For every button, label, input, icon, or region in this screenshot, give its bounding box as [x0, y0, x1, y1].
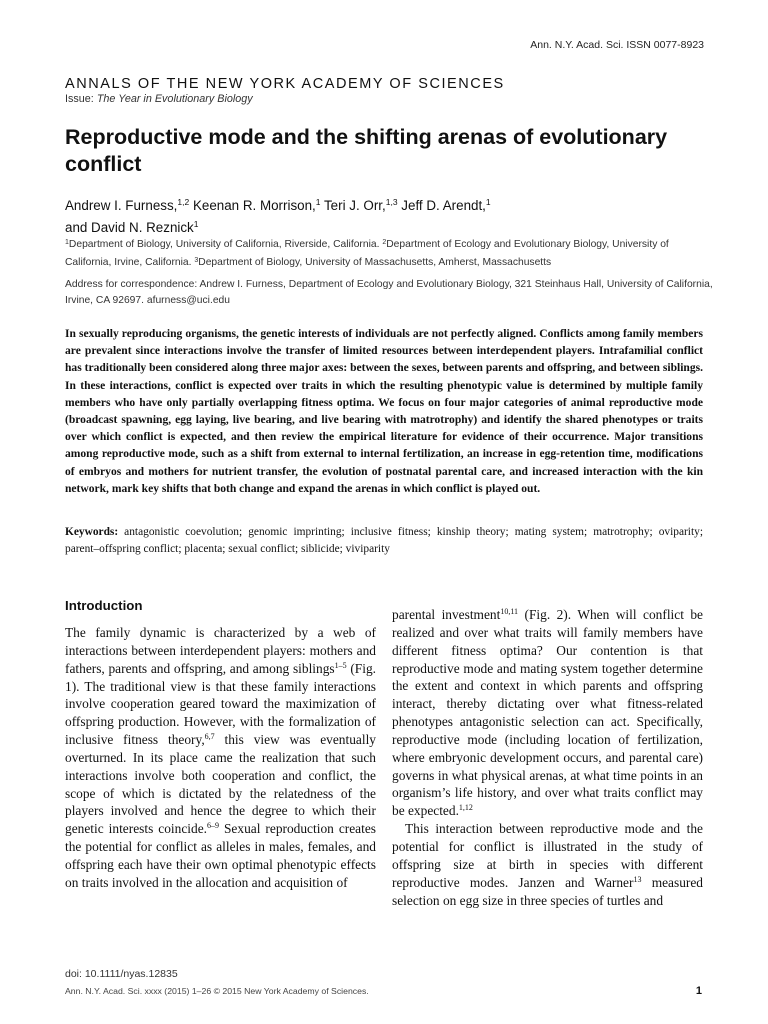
keywords-list: antagonistic coevolution; genomic imprinting; inclusive fitness; kinship theory; mating system; matrotrophy; oviparity; parent–offspring conflict; placenta; sexual conflict; siblicide; viviparity	[65, 526, 703, 556]
author-list	[65, 193, 725, 237]
affiliation-mark: 3	[194, 256, 199, 264]
author-affiliation-mark: 1	[485, 197, 491, 207]
issue-label: Issue:	[65, 93, 94, 105]
correspondence-address: Address for correspondence: Andrew I. Furness, Department of Ecology and Evolutionary Biology, 321 Steinhaus Hall, University of California, Irvine, CA 92697. afurness@uci.edu	[65, 279, 713, 306]
author-name: Jeff D. Arendt,	[401, 198, 486, 213]
issue-line	[65, 93, 253, 105]
author-name: and David N. Reznick	[65, 220, 194, 235]
abstract: In sexually reproducing organisms, the genetic interests of individuals are not perfectly aligned. Conflicts among family members are prevalent since interactions involve the transfer of limited resources between interdependent players. Intrafamilial conflict has traditionally been considered along three major axes: between the sexes, between parents and offspring, and between siblings. In these interactions, conflict is expected over traits in which the resulting phenotypic value is determined by multiple family members who have only partially overlapping fitness optima. We focus on four major categories of animal reproductive mode (broadcast spawning, egg laying, live bearing, and live bearing with matrotrophy) and identify the shared phenotypes or traits over which conflict is expected, and then review the empirical literature for evidence of their occurrence. Major transitions among reproductive mode, such as a shift from external to internal fertilization, an increase in egg-retention time, modifications of embryos and mothers for nutrient transfer, the evolution of postnatal parental care, and increased interaction with the kin network, mark key shifts that both change and expand the arenas in which conflict is played out.	[65, 328, 703, 495]
citation-mark: 10,11	[500, 607, 519, 616]
citation-mark: 6,7	[204, 732, 215, 742]
affiliation-mark: 1	[65, 239, 69, 246]
author-name: Keenan R. Morrison,	[192, 198, 316, 213]
affiliations	[65, 235, 715, 270]
author-affiliation-mark: 1,3	[385, 197, 398, 207]
affiliation: Department of Ecology and Evolutionary Biology, University of California, Irvine, California.	[65, 239, 669, 268]
keywords	[65, 524, 703, 559]
affiliation-mark: 2	[382, 239, 387, 246]
body-column-left	[65, 624, 376, 892]
paragraph: This interaction between reproductive mode and the potential for conflict is illustrated in the study of offspring size at birth in species with different reproductive modes. Janzen and Warner$^{13}$ measured selection on egg size in three species of turtles and	[392, 821, 703, 908]
doi: doi: 10.1111/nyas.12835	[65, 968, 178, 980]
paragraph: The family dynamic is characterized by a web of interactions between interdependent players: mothers and fathers, parents and offspring, and among siblings$^{1-5}$ (Fig. 1). The traditional view is that these family interactions involve cooperation geared toward the maximization of offspring production. However, with the formalization of inclusive fitness theory,$^{6,7}$ this view was eventually overturned. In its place came the realization that such interactions involve both cooperation and conflict, the scope of which is dictated by the relatedness of the players involved and hence the degree to which their genetic interests coincide.$^{6-9}$ Sexual reproduction creates the potential for conflict as alleles in males, females, and offspring each have their own optimal phenotypic effects on traits involved in the allocation and acquisition of	[65, 625, 376, 890]
running-head: Ann. N.Y. Acad. Sci. ISSN 0077-8923	[530, 39, 704, 51]
citation-mark: 6–9	[206, 821, 219, 831]
affiliation: Department of Biology, University of Massachusetts, Amherst, Massachusetts	[198, 256, 552, 268]
article-title: Reproductive mode and the shifting arenas of evolutionary conflict	[65, 125, 668, 176]
body-column-right	[392, 606, 703, 909]
keywords-label: Keywords:	[65, 526, 119, 538]
citation-mark: 1–5	[334, 660, 347, 670]
citation-mark: 13	[633, 874, 642, 884]
paragraph: parental investment$^{10,11}$ (Fig. 2). When will conflict be realized and over what traits will family members have different fitness optima? Our contention is that reproductive mode and mating system together determine the extent and context in which parents and offspring interact, thereby dictating over what fitness-related phenotypes antagonistic selection can act. Specifically, reproductive mode (including location of fertilization, where embryonic development occurs, and parental care) governs in what physical arenas, at what time points in an organism’s life history, and over what traits conflict may be expected.$^{1,12}$	[392, 607, 704, 819]
affiliation: Department of Biology, University of California, Riverside, California.	[68, 239, 380, 250]
page-number: 1	[695, 985, 702, 997]
author-name: Andrew I. Furness,	[65, 198, 178, 213]
author-affiliation-mark: 1	[315, 197, 321, 207]
author-name: Teri J. Orr,	[323, 198, 386, 213]
citation-mark: 1,12	[458, 803, 473, 813]
issue-title: The Year in Evolutionary Biology	[96, 93, 253, 105]
author-affiliation-mark: 1,2	[177, 197, 190, 207]
footer-citation: Ann. N.Y. Acad. Sci. xxxx (2015) 1–26 © 2015 New York Academy of Sciences.	[65, 986, 369, 996]
section-heading-introduction: Introduction	[65, 598, 143, 613]
author-affiliation-mark: 1	[193, 219, 199, 229]
journal-name: ANNALS OF THE NEW YORK ACADEMY OF SCIENCES	[65, 76, 505, 92]
